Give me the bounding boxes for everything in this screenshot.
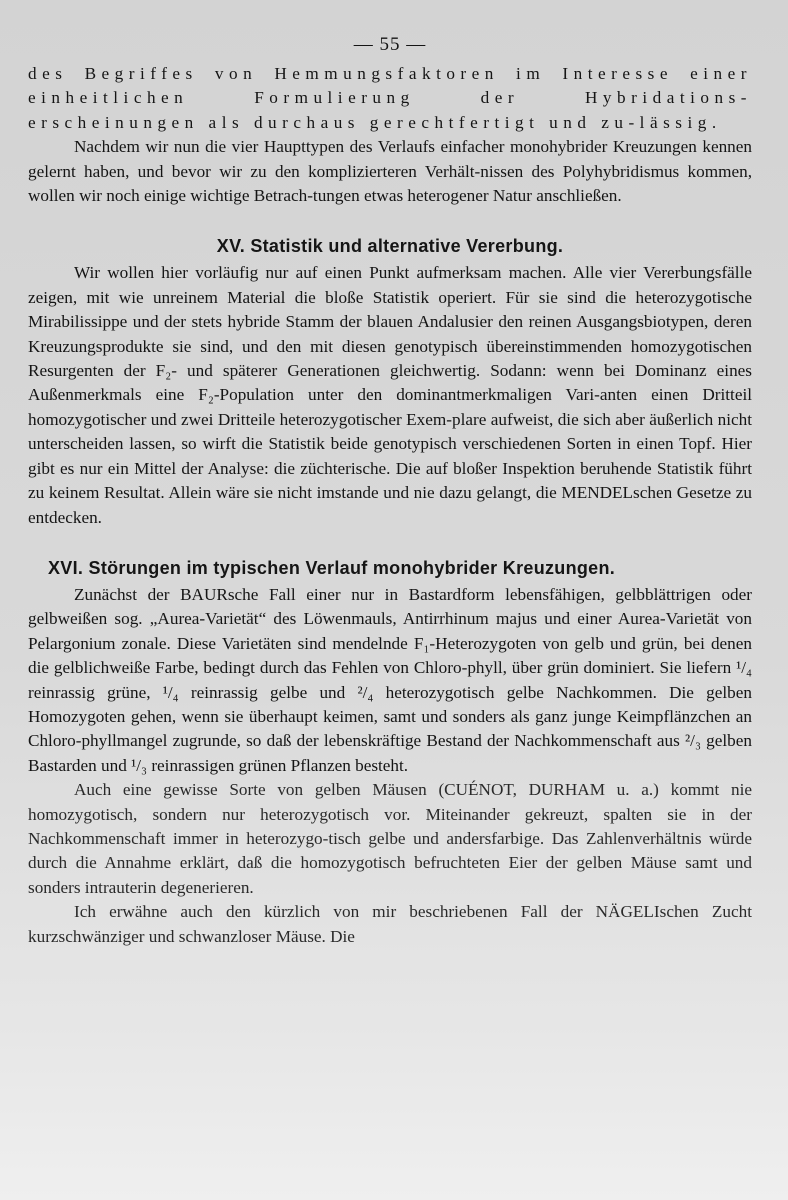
paragraph-1: des Begriffes von Hemmungsfaktoren im Interesse einer einheitlichen Formulierung der Hybridations-erscheinungen als durchaus gerechtfertigt und zu-lässig.	[28, 64, 752, 132]
section-heading-xvi: XVI. Störungen im typischen Verlauf monohybrider Kreuzungen.	[48, 557, 616, 578]
section-heading-xv: XV. Statistik und alternative Vererbung.	[216, 236, 564, 257]
paragraph-4: Zunächst der BAURsche Fall einer nur in Bastardform lebensfähigen, gelbblättrigen oder gelbweißen sog. „Aurea-Varietät“ des Löwenmauls, Antirrhinum majus und einer Aurea-Varietät von Pelargonium zonale. Diese Varietäten sind mendelnde F₁-Heterozygoten von gelb und grün, bei denen die gelblichweiße Farbe, bedingt durch das Fehlen von Chloro-phyll, über grün dominiert. Sie liefern ¹/₄ reinrassig grüne, ¹/₄ reinrassig gelbe und ²/₄ heterozygotisch gelbe Nachkommen. Die gelben Homozygoten gehen, wenn sie überhaupt keimen, samt und sonders als ganz junge Keimpflänzchen an Chloro-phyllmangel zugrunde, so daß der lebenskräftige Bestand der Nachkommenschaft aus ²/₃ gelben Bastarden und ¹/₃ reinrassigen grünen Pflanzen besteht.	[28, 584, 752, 775]
paragraph-3: Wir wollen hier vorläufig nur auf einen Punkt aufmerksam machen. Alle vier Vererbungsfälle zeigen, mit wie unreinem Material die bloße Statistik operiert. Für sie sind die heterozygotische Mirabilissippe und der stets hybride Stamm der blauen Andalusier den reinen Ausgangsbiotypen, deren Kreuzungsprodukte sie sind, und den mit diesen genotypisch übereinstimmenden homozygotischen Resurgenten der F₂- und späterer Generationen gleichwertig. Sodann: wenn bei Dominanz eines Außenmerkmals eine F₂-Population unter den dominantmerkmaligen Vari-anten einen Dritteil homozygotischer und zwei Dritteile heterozygotischer Exem-plare aufweist, die sich aber äußerlich nicht unterscheiden lassen, so wirft die Statistik beide genotypisch verschiedenen Sorten in einen Topf. Hier gibt es nur ein Mittel der Analyse: die züchterische. Die auf bloßer Inspektion beruhende Statistik führt zu keinem Resultat. Allein wäre sie nicht imstande und nie dazu gelangt, die MENDELschen Gesetze zu entdecken.	[28, 263, 752, 527]
page-number: — 55 —	[28, 34, 752, 56]
paragraph-5: Auch eine gewisse Sorte von gelben Mäusen (CUÉNOT, DURHAM u. a.) kommt nie homozygotisch, sondern nur heterozygotisch vor. Miteinander gekreuzt, spalten sie in der Nachkommenschaft immer in heterozygo-tisch gelbe und andersfarbige. Das Zahlenverhältnis würde durch die Annahme erklärt, daß die homozygotisch befruchteten Eier der gelben Mäuse samt und sonders intrauterin degenerieren.	[28, 780, 752, 897]
paragraph-6: Ich erwähne auch den kürzlich von mir beschriebenen Fall der NÄGELIschen Zucht kurzschwänziger und schwanzloser Mäuse. Die	[28, 902, 752, 946]
paragraph-2: Nachdem wir nun die vier Haupttypen des Verlaufs einfacher monohybrider Kreuzungen kennen gelernt haben, und bevor wir zu den komplizierteren Verhält-nissen des Polyhybridismus kommen, wollen wir noch einige wichtige Betrach-tungen etwas heterogener Natur anschließen.	[28, 137, 752, 206]
